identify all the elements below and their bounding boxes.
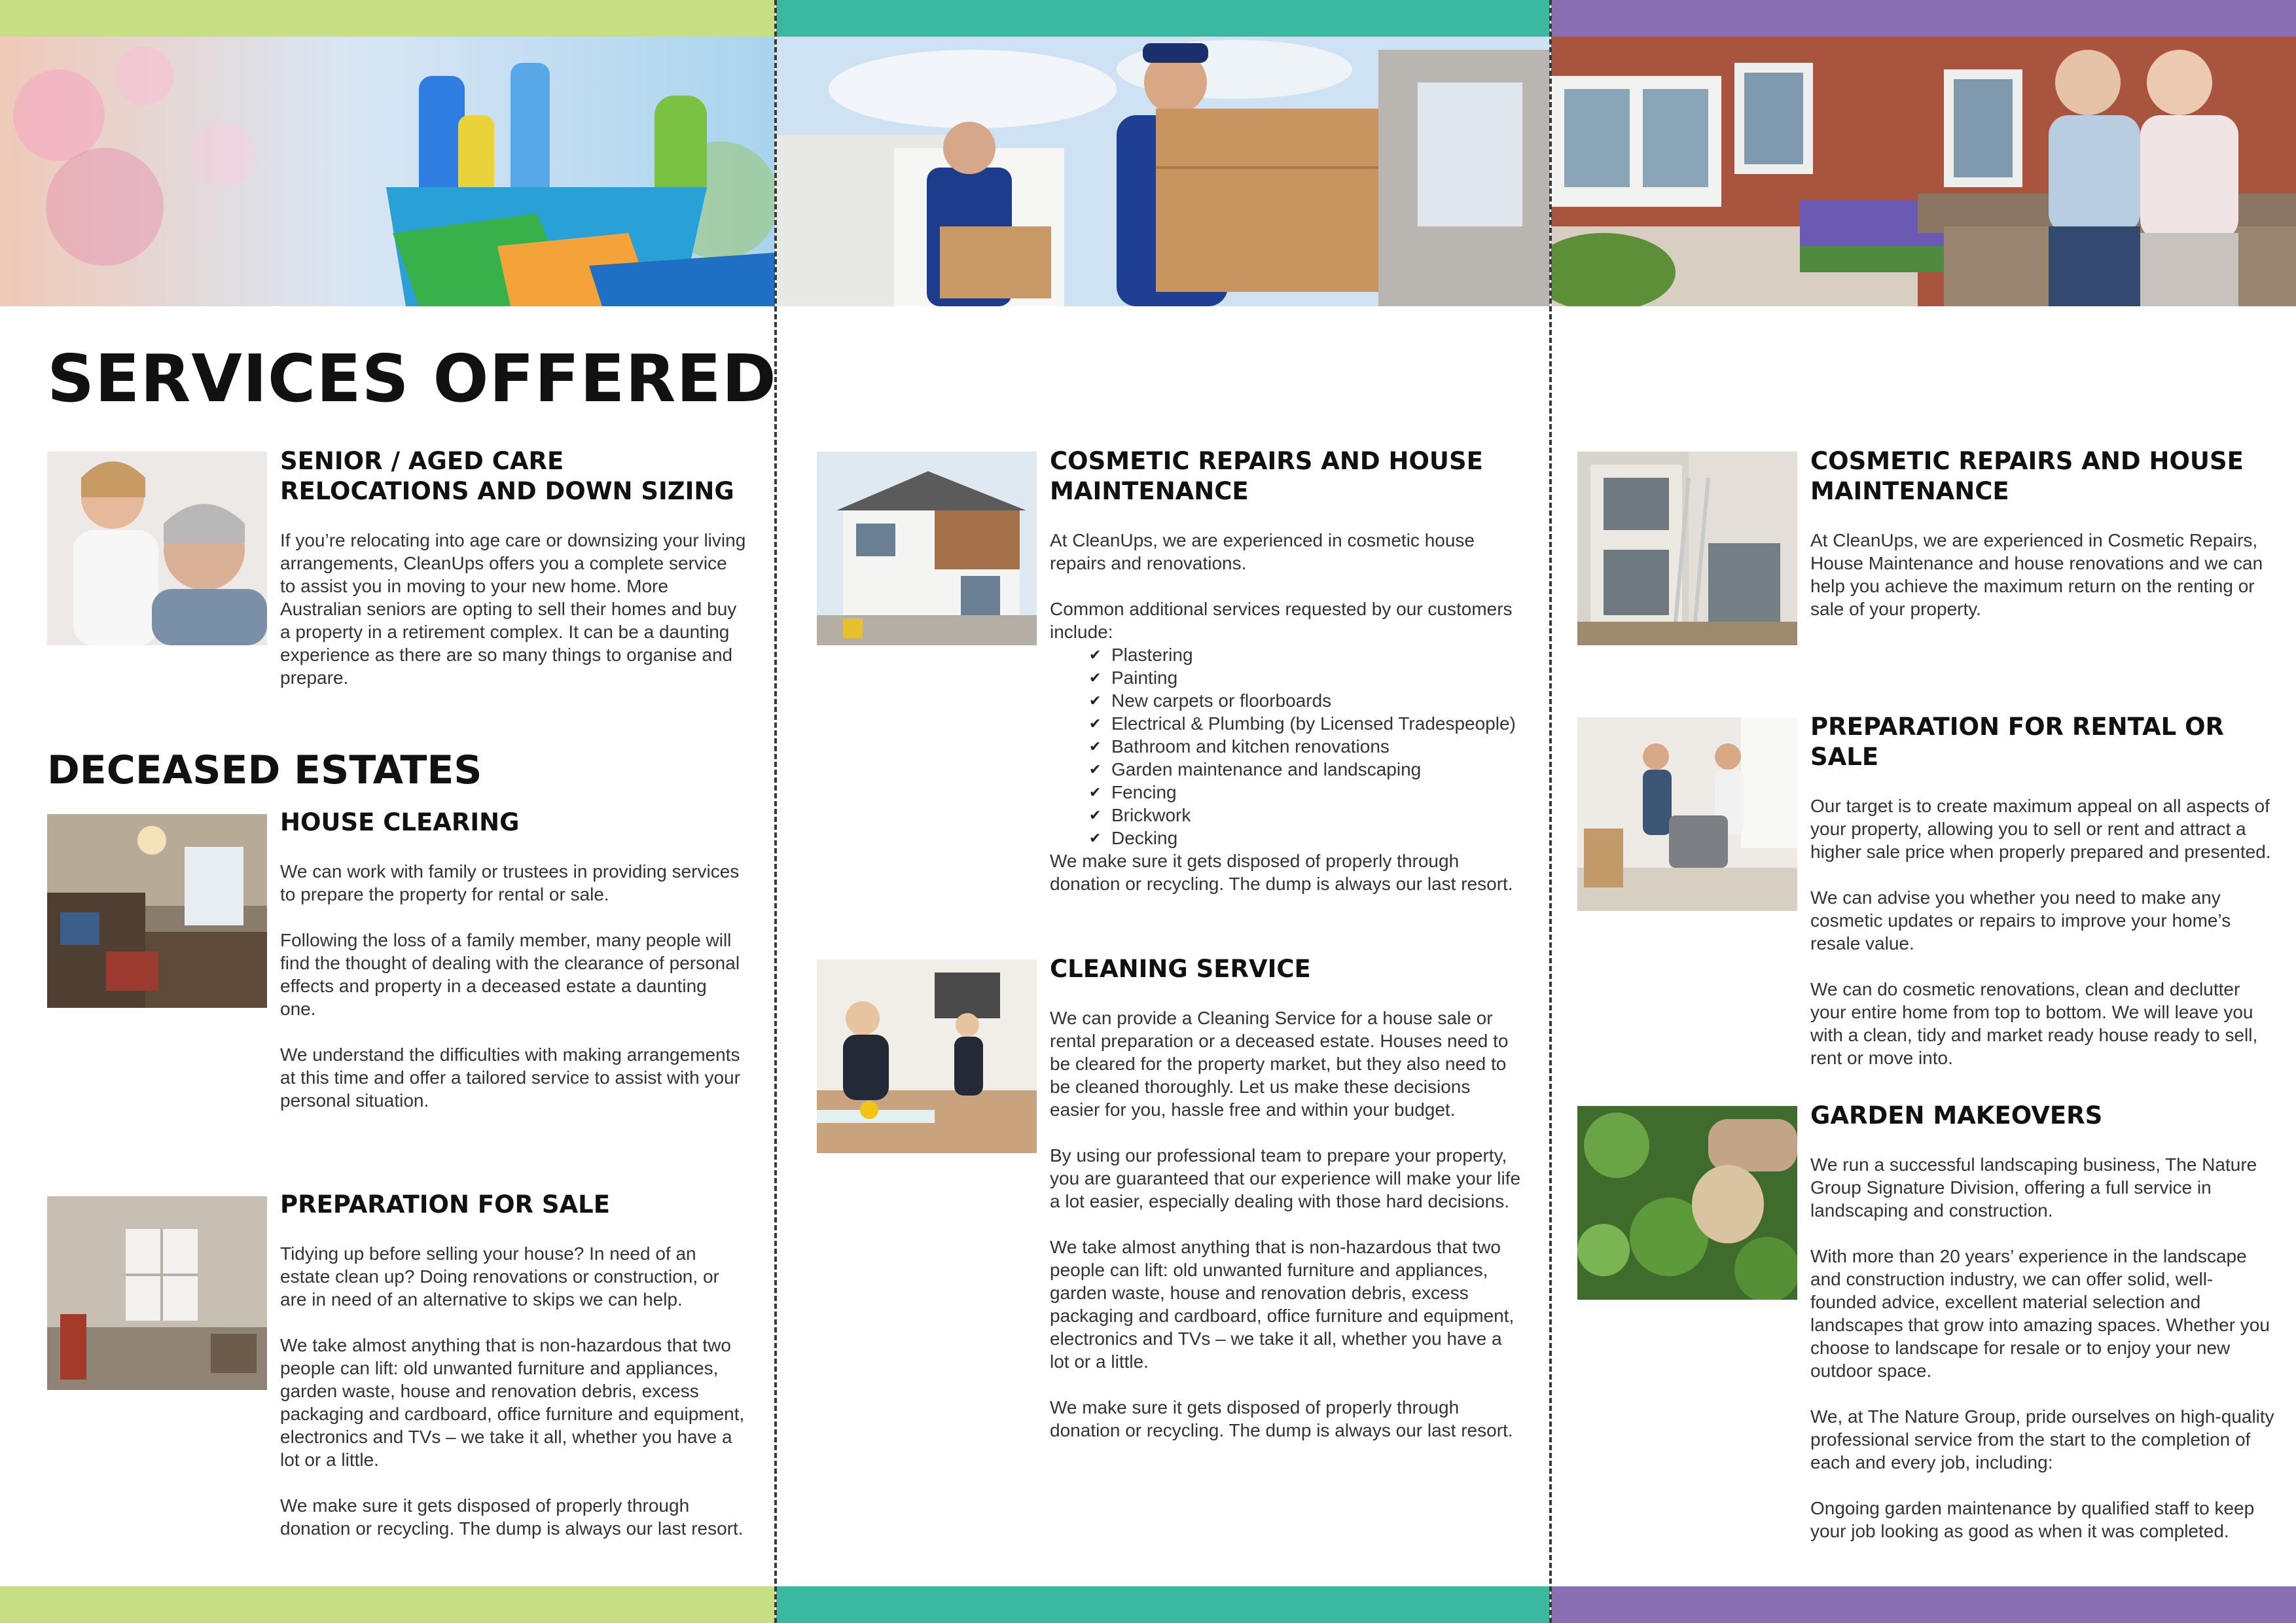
garden-paragraph-2: With more than 20 years’ experience in the landscape and construction industry, we can offer solid, well-founded advice, excellent material selection and landscapes that grow into amazing spaces. Whether you choose to landscape for resale or to enjoy your new outdoor space. xyxy=(1810,1246,2270,1381)
cleaning-service-paragraph-3: We take almost anything that is non-hazardous that two people can lift: old unwanted furniture and appliances, garden waste, house and renovation debris, excess packaging and cardboard, office furniture and equipment, electronics and TVs – we take it all, whether you have a lot or a little. xyxy=(1050,1237,1515,1372)
house-renovation-thumbnail xyxy=(817,452,1037,645)
list-item: ✔ Plastering xyxy=(1089,645,1193,665)
bottom-band-teal xyxy=(776,1586,1550,1623)
rental-paragraph-1: Our target is to create maximum appeal on all aspects of your property, allowing you to sell or rent and attract a higher sale price when properly prepared and presented. xyxy=(1810,796,2271,862)
fold-line-left xyxy=(774,0,777,1623)
senior-care-thumbnail xyxy=(47,452,267,645)
heading-cosmetic-repairs: COSMETIC REPAIRS AND HOUSE MAINTENANCE xyxy=(1050,447,1483,505)
heading-cosmetic-repairs-2: COSMETIC REPAIRS AND HOUSE MAINTENANCE xyxy=(1810,447,2244,505)
top-band-purple xyxy=(1551,0,2296,37)
fold-line-right xyxy=(1549,0,1552,1623)
cosmetic-repairs-2-paragraph: At CleanUps, we are experienced in Cosmetic Repairs, House Maintenance and house renovations and we can help you achieve the maximum return on the renting or sale of your property. xyxy=(1810,530,2263,619)
check-icon: ✔ xyxy=(1089,738,1102,755)
bottom-band-purple xyxy=(1551,1586,2296,1623)
list-item: ✔ Bathroom and kitchen renovations xyxy=(1089,736,1390,757)
cleaning-service-paragraph-2: By using our professional team to prepare your property, you are guaranteed that our experience will make your life a lot easier, especially dealing with those hard decisions. xyxy=(1050,1145,1521,1211)
check-icon: ✔ xyxy=(1089,669,1102,686)
list-item: ✔ Garden maintenance and landscaping xyxy=(1089,759,1422,779)
preparation-for-sale-paragraph-2: We take almost anything that is non-hazardous that two people can lift: old unwanted furniture and appliances, garden waste, house and renovation debris, excess packaging and cardboard, office furniture and equipment, electronics and TVs – we take it all, whether you have a lot or a little. xyxy=(280,1335,745,1470)
heading-preparation-for-rental: PREPARATION FOR RENTAL OR SALE xyxy=(1810,713,2225,771)
heading-house-clearing: HOUSE CLEARING xyxy=(280,808,520,836)
list-item: ✔ Electrical & Plumbing (by Licensed Tradespeople) xyxy=(1089,713,1516,734)
cosmetic-repairs-paragraph-1: At CleanUps, we are experienced in cosmetic house repairs and renovations. xyxy=(1050,530,1475,573)
preparation-for-sale-paragraph-1: Tidying up before selling your house? In need of an estate clean up? Doing renovations or construction, or are in need of an alternative to skips we can help. xyxy=(280,1243,719,1310)
check-icon: ✔ xyxy=(1089,761,1102,777)
garden-paragraph-1: We run a successful landscaping business, The Nature Group Signature Division, offering a full service in landscaping and construction. xyxy=(1810,1154,2257,1221)
rental-paragraph-2: We can advise you whether you need to make any cosmetic updates or repairs to improve your home’s resale value. xyxy=(1810,887,2231,954)
heading-cleaning-service: CLEANING SERVICE xyxy=(1050,955,1311,983)
house-maintenance-thumbnail xyxy=(1577,452,1797,645)
bottom-band-green xyxy=(0,1586,775,1623)
preparation-for-sale-thumbnail xyxy=(47,1196,267,1390)
cleaning-service-thumbnail xyxy=(817,959,1037,1153)
check-icon: ✔ xyxy=(1089,807,1102,823)
check-icon: ✔ xyxy=(1089,830,1102,846)
garden-paragraph-4: Ongoing garden maintenance by qualified staff to keep your job looking as good as when it was completed. xyxy=(1810,1498,2255,1541)
rental-preparation-thumbnail xyxy=(1577,717,1797,911)
banner-cleaning-supplies-image xyxy=(0,37,775,306)
check-icon: ✔ xyxy=(1089,784,1102,800)
list-item: ✔ New carpets or floorboards xyxy=(1089,690,1332,711)
list-item: ✔ Painting xyxy=(1089,668,1178,688)
senior-care-paragraph: If you’re relocating into age care or downsizing your living arrangements, CleanUps offers you a complete service to assist you in moving to your new home. More Australian seniors are opting to sell their homes and buy a property in a retirement complex. It can be a daunting experience as there are so many things to organise and prepare. xyxy=(280,530,746,688)
house-clearing-paragraph-2: Following the loss of a family member, many people will find the thought of dealing with the clearance of personal effects and property in a deceased estate a daunting one. xyxy=(280,930,740,1019)
list-item: ✔ Brickwork xyxy=(1089,805,1191,825)
house-clearing-paragraph-1: We can work with family or trustees in providing services to prepare the property for rental or sale. xyxy=(280,861,740,904)
cosmetic-repairs-paragraph-2: Common additional services requested by our customers include: xyxy=(1050,599,1513,642)
top-band-green xyxy=(0,0,775,37)
cosmetic-repairs-paragraph-3: We make sure it gets disposed of properly through donation or recycling. The dump is always our last resort. xyxy=(1050,851,1513,894)
check-icon: ✔ xyxy=(1089,692,1102,709)
preparation-for-sale-paragraph-3: We make sure it gets disposed of properly through donation or recycling. The dump is always our last resort. xyxy=(280,1495,744,1539)
list-item: ✔ Fencing xyxy=(1089,782,1177,802)
check-icon: ✔ xyxy=(1089,647,1102,663)
page-title: SERVICES OFFERED xyxy=(47,340,777,417)
banner-seniors-garden-image xyxy=(1551,37,2296,306)
cleaning-service-paragraph-1: We can provide a Cleaning Service for a house sale or rental preparation or a deceased estate. Houses need to be cleared for the property market, but they also need to be cleaned thoroughly. Let us make these decisions easier for you, hassle free and within your budget. xyxy=(1050,1008,1509,1120)
additional-services-list xyxy=(1050,643,1521,849)
top-band-teal xyxy=(776,0,1550,37)
rental-paragraph-3: We can do cosmetic renovations, clean and declutter your entire home from top to bottom. We will leave you with a clean, tidy and market ready house ready to sell, rent or move into. xyxy=(1810,979,2258,1068)
garden-paragraph-3: We, at The Nature Group, pride ourselves on high-quality professional service from the start to the completion of each and every job, including: xyxy=(1810,1406,2274,1472)
house-clearing-paragraph-3: We understand the difficulties with making arrangements at this time and offer a tailored service to assist with your personal situation. xyxy=(280,1044,740,1111)
section-title-deceased-estates: DECEASED ESTATES xyxy=(47,747,482,793)
heading-preparation-for-sale: PREPARATION FOR SALE xyxy=(280,1190,611,1219)
cleaning-service-paragraph-4: We make sure it gets disposed of properly through donation or recycling. The dump is always our last resort. xyxy=(1050,1397,1513,1440)
check-icon: ✔ xyxy=(1089,715,1102,732)
house-clearing-thumbnail xyxy=(47,814,267,1008)
heading-senior-care: SENIOR / AGED CARE RELOCATIONS AND DOWN SIZING xyxy=(280,447,734,505)
banner-movers-image xyxy=(776,37,1550,306)
garden-makeover-thumbnail xyxy=(1577,1106,1797,1300)
heading-garden-makeovers: GARDEN MAKEOVERS xyxy=(1810,1101,2103,1130)
list-item: ✔ Decking xyxy=(1089,828,1178,848)
